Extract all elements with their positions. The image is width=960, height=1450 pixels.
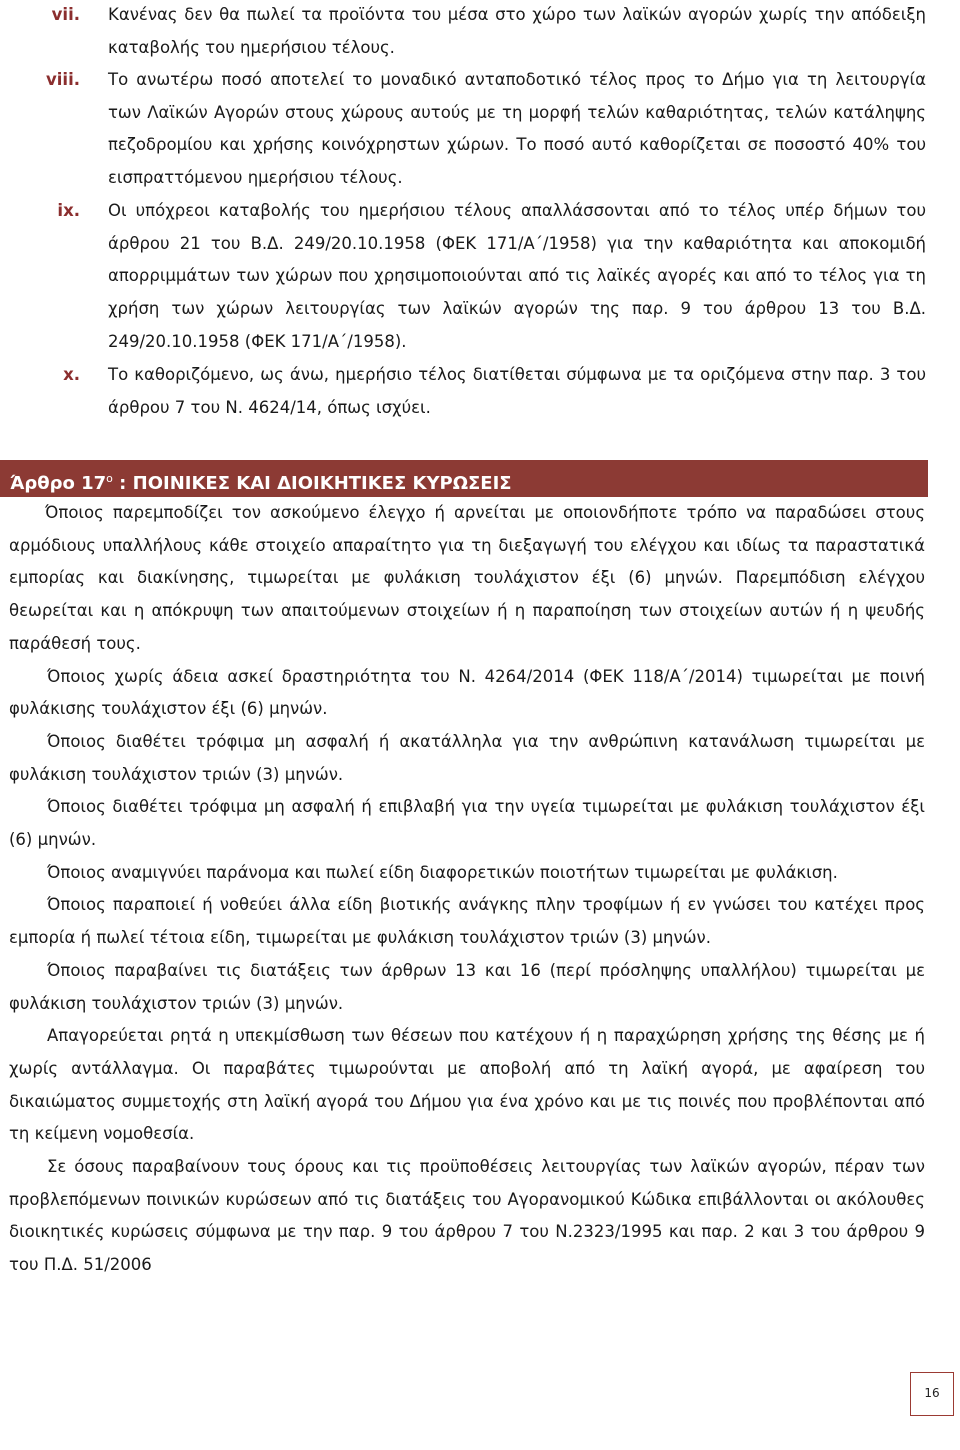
list-item-text: Το καθοριζόμενο, ως άνω, ημερήσιο τέλος διατίθεται σύμφωνα με τα οριζόμενα στην παρ. 3 του άρθρου 7 του Ν. 4624/14, όπως ισχύει. bbox=[108, 365, 926, 417]
list-item-text: Το ανωτέρω ποσό αποτελεί το μοναδικό ανταποδοτικό τέλος προς το Δήμο για τη λειτουργία των Λαϊκών Αγορών στους χώρους αυτούς με τη μορφή τελών καθαριότητας, τελών κατάληψης πεζοδρομίου και χρήσης κοινόχρηστων χώρων. Το ποσό αυτό καθορίζεται σε ποσοστό 40% του εισπραττόμενου ημερήσιου τέλους. bbox=[108, 70, 926, 188]
article-paragraph: Όποιος παρεμποδίζει τον ασκούμενο έλεγχο ή αρνείται με οποιονδήποτε τρόπο να παραδώσει στους αρμόδιους υπαλλήλους κάθε στοιχείο απαραίτητο για τη διεξαγωγή του ελέγχου και ιδίως τα παραστατικά εμπορίας και διακίνησης, τιμωρείται με φυλάκιση τουλάχιστον έξι (6) μηνών. Παρεμπόδιση ελέγχου θεωρείται και η απόκρυψη των απαιτούμενων στοιχείων ή η παραποίηση των στοιχείων αυτών ή η ψευδής παράθεσή τους. bbox=[9, 503, 925, 653]
page-number: 16 bbox=[910, 1372, 954, 1416]
list-item-number: x. bbox=[63, 365, 80, 384]
list-item-number: viii. bbox=[46, 70, 80, 89]
list-item-number: vii. bbox=[51, 5, 80, 24]
list-item-text: Οι υπόχρεοι καταβολής του ημερήσιου τέλους απαλλάσσονται από το τέλος υπέρ δήμων του άρθρου 21 του Β.Δ. 249/20.10.1958 (ΦΕΚ 171/Α΄/1958) για την καθαριότητα και αποκομιδή απορριμμάτων των χώρων που χρησιμοποιούνται από τις λαϊκές αγορές και από το τέλος για τη χρήση των χώρων λειτουργίας των λαϊκών αγορών της παρ. 9 του άρθρου 13 του Β.Δ. 249/20.10.1958 (ΦΕΚ 171/Α΄/1958). bbox=[108, 201, 926, 351]
article-body bbox=[9, 497, 925, 1282]
article-paragraph: Όποιος διαθέτει τρόφιμα μη ασφαλή ή ακατάλληλα για την ανθρώπινη κατανάλωση τιμωρείται με φυλάκιση τουλάχιστον τριών (3) μηνών. bbox=[9, 731, 925, 784]
list-item-number: ix. bbox=[57, 201, 80, 220]
article-paragraph: Σε όσους παραβαίνουν τους όρους και τις προϋποθέσεις λειτουργίας των λαϊκών αγορών, πέραν των προβλεπόμενων ποινικών κυρώσεων από τις διατάξεις του Αγορανομικού Κώδικα επιβάλλονται οι ακόλουθες διοικητικές κυρώσεις σύμφωνα με την παρ. 9 του άρθρου 7 του Ν.2323/1995 και παρ. 2 και 3 του άρθρου 9 του Π.Δ. 51/2006 bbox=[9, 1157, 925, 1275]
article-paragraph: Όποιος παραποιεί ή νοθεύει άλλα είδη βιοτικής ανάγκης πλην τροφίμων ή εν γνώσει του κατέχει προς εμπορία ή πωλεί τέτοια είδη, τιμωρείται με φυλάκιση τουλάχιστον τριών (3) μηνών. bbox=[9, 895, 925, 948]
article-heading-ordinal: ο bbox=[106, 472, 113, 485]
article-paragraph: Όποιος αναμιγνύει παράνομα και πωλεί είδη διαφορετικών ποιοτήτων τιμωρείται με φυλάκιση. bbox=[47, 862, 838, 882]
article-heading bbox=[0, 460, 928, 497]
article-paragraph: Όποιος παραβαίνει τις διατάξεις των άρθρων 13 και 16 (περί πρόσληψης υπαλλήλου) τιμωρείται με φυλάκιση τουλάχιστον τριών (3) μηνών. bbox=[9, 960, 925, 1013]
article-heading-number: Άρθρο 17 bbox=[10, 473, 107, 494]
article-paragraph: Όποιος διαθέτει τρόφιμα μη ασφαλή ή επιβλαβή για την υγεία τιμωρείται με φυλάκιση τουλάχιστον έξι (6) μηνών. bbox=[9, 797, 925, 850]
article-heading-title: : ΠΟΙΝΙΚΕΣ ΚΑΙ ΔΙΟΙΚΗΤΙΚΕΣ ΚΥΡΩΣΕΙΣ bbox=[112, 473, 512, 494]
list-item-text: Κανένας δεν θα πωλεί τα προϊόντα του μέσα στο χώρο των λαϊκών αγορών χωρίς την απόδειξη καταβολής του ημερήσιου τέλους. bbox=[108, 5, 926, 57]
article-paragraph: Όποιος χωρίς άδεια ασκεί δραστηριότητα του Ν. 4264/2014 (ΦΕΚ 118/Α΄/2014) τιμωρείται με ποινή φυλάκισης τουλάχιστον έξι (6) μηνών. bbox=[9, 666, 925, 719]
article-paragraph: Απαγορεύεται ρητά η υπεκμίσθωση των θέσεων που κατέχουν ή η παραχώρηση χρήσης της θέσης με ή χωρίς αντάλλαγμα. Οι παραβάτες τιμωρούνται με αποβολή από τη λαϊκή αγορά, με αφαίρεση του δικαιώματος συμμετοχής στη λαϊκή αγορά του Δήμου για ένα χρόνο και με τις ποινές που προβλέπονται από τη κείμενη νομοθεσία. bbox=[9, 1026, 925, 1144]
